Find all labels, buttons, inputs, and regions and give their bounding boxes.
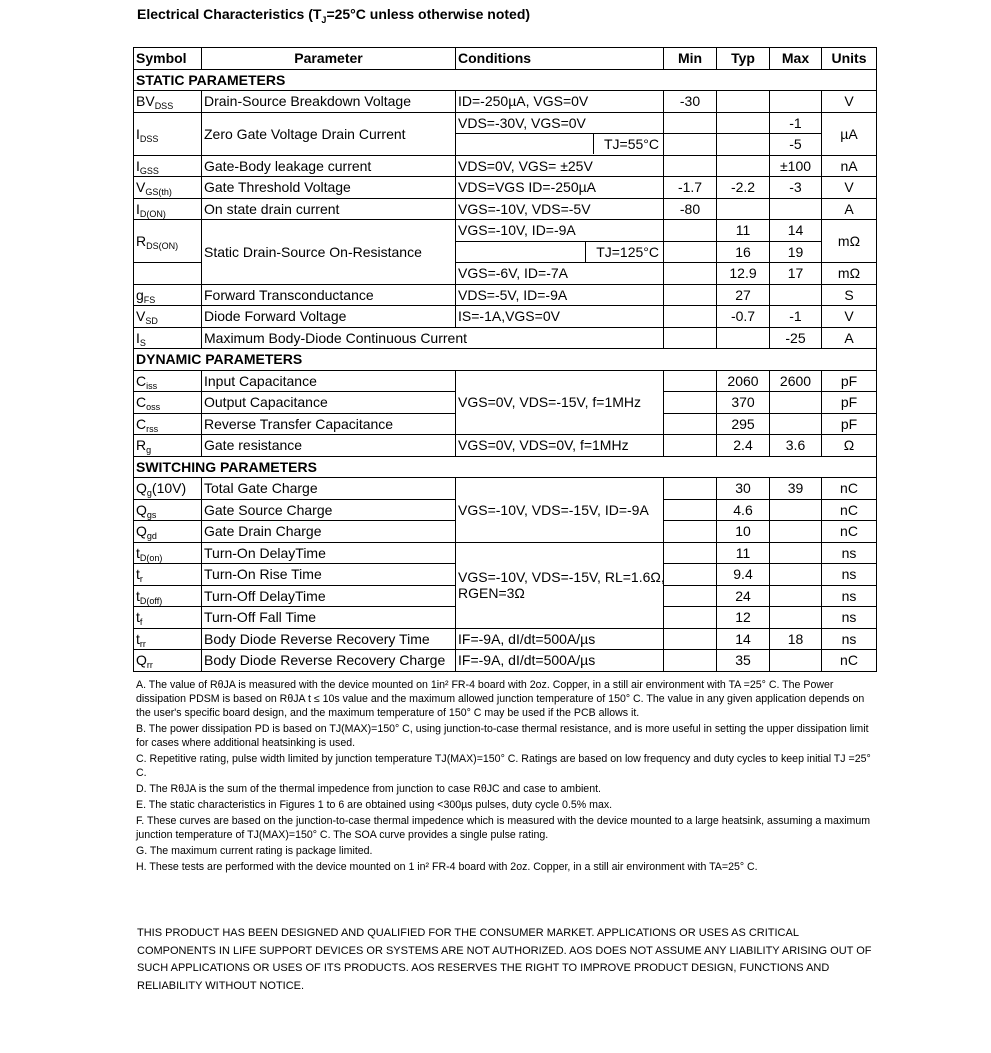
electrical-characteristics-table xyxy=(133,47,877,672)
min-cell xyxy=(664,650,717,672)
note-d: D. The RθJA is the sum of the thermal impedence from junction to case RθJC and case to ambient. xyxy=(136,783,601,795)
typ-cell: 11 xyxy=(717,542,770,564)
section-switching: SWITCHING PARAMETERS xyxy=(134,456,877,478)
units-cell: pF xyxy=(822,413,877,435)
min-cell xyxy=(664,628,717,650)
min-cell xyxy=(664,607,717,629)
symbol-cell: $g_{FS}$ xyxy=(134,284,202,306)
units-cell: nA xyxy=(822,155,877,177)
symbol-cell xyxy=(134,263,202,285)
parameter-cell: Drain-Source Breakdown Voltage xyxy=(202,91,456,113)
units-cell: Ω xyxy=(822,435,877,457)
conditions-cell: ID=-250µA, VGS=0V xyxy=(456,91,664,113)
parameter-cell: Gate Drain Charge xyxy=(202,521,456,543)
note-f: F. These curves are based on the junction-to-case thermal impedence which is measured with the device mounted to a large heatsink, assuming a maximum junction temperature of TJ(MAX)=150° C. The SOA curve provides a single pulse rating. xyxy=(136,815,871,841)
symbol-cell: $Q_{rr}$ xyxy=(134,650,202,672)
min-cell xyxy=(664,542,717,564)
symbol-cell: $Q_g(10V)$ xyxy=(134,478,202,500)
max-cell: -3 xyxy=(770,177,822,199)
typ-cell: 12.9 xyxy=(717,263,770,285)
table-row xyxy=(134,478,877,500)
max-cell: 3.6 xyxy=(770,435,822,457)
min-cell xyxy=(664,241,717,263)
conditions-cell: IF=-9A, dI/dt=500A/µs xyxy=(456,650,664,672)
parameter-cell: Body Diode Reverse Recovery Charge xyxy=(202,650,456,672)
header-min: Min xyxy=(664,48,717,70)
header-typ: Typ xyxy=(717,48,770,70)
symbol-cell: $C_{iss}$ xyxy=(134,370,202,392)
table-row xyxy=(134,306,877,328)
symbol-cell: $BV_{DSS}$ xyxy=(134,91,202,113)
max-cell xyxy=(770,392,822,414)
parameter-cell: Total Gate Charge xyxy=(202,478,456,500)
page-title: Electrical Characteristics ($T_J=25^\circ C$ unless otherwise noted) xyxy=(137,6,531,25)
header-parameter: Parameter xyxy=(202,48,456,70)
parameter-cell: Input Capacitance xyxy=(202,370,456,392)
max-cell: 19 xyxy=(770,241,822,263)
conditions-cell: IF=-9A, dI/dt=500A/µs xyxy=(456,628,664,650)
table-row xyxy=(134,327,877,349)
table-row xyxy=(134,198,877,220)
table-row xyxy=(134,177,877,199)
units-cell: nC xyxy=(822,521,877,543)
max-cell: 2600 xyxy=(770,370,822,392)
note-g: G. The maximum current rating is package limited. xyxy=(136,845,373,857)
symbol-cell: $Q_{gd}$ xyxy=(134,521,202,543)
table-row xyxy=(134,628,877,650)
parameter-cell: Diode Forward Voltage xyxy=(202,306,456,328)
max-cell xyxy=(770,564,822,586)
table-row xyxy=(134,220,877,242)
tj-condition: TJ=125°C xyxy=(585,242,663,262)
parameter-cell: Body Diode Reverse Recovery Time xyxy=(202,628,456,650)
note-c: C. Repetitive rating, pulse width limited by junction temperature TJ(MAX)=150° C. Ratings are based on low frequency and duty cycles to keep initial TJ =25° C. xyxy=(136,753,871,779)
conditions-cell xyxy=(456,134,664,156)
conditions-cell: VGS=0V, VDS=0V, f=1MHz xyxy=(456,435,664,457)
parameter-cell: On state drain current xyxy=(202,198,456,220)
units-cell: mΩ xyxy=(822,263,877,285)
typ-cell: -0.7 xyxy=(717,306,770,328)
max-cell xyxy=(770,585,822,607)
min-cell xyxy=(664,263,717,285)
min-cell xyxy=(664,155,717,177)
min-cell xyxy=(664,435,717,457)
max-cell: -25 xyxy=(770,327,822,349)
min-cell: -30 xyxy=(664,91,717,113)
max-cell: 18 xyxy=(770,628,822,650)
parameter-cell: Reverse Transfer Capacitance xyxy=(202,413,456,435)
min-cell xyxy=(664,564,717,586)
parameter-cell: Maximum Body-Diode Continuous Current xyxy=(202,327,664,349)
symbol-cell: $t_{D(off)}$ xyxy=(134,585,202,607)
table-row xyxy=(134,284,877,306)
min-cell xyxy=(664,478,717,500)
tj-condition: TJ=55°C xyxy=(593,134,663,154)
typ-cell xyxy=(717,155,770,177)
min-cell: -1.7 xyxy=(664,177,717,199)
symbol-cell: $I_{DSS}$ xyxy=(134,112,202,155)
typ-cell: 2060 xyxy=(717,370,770,392)
parameter-cell: Gate resistance xyxy=(202,435,456,457)
units-cell: pF xyxy=(822,392,877,414)
max-cell xyxy=(770,413,822,435)
max-cell: -5 xyxy=(770,134,822,156)
conditions-cell: VGS=-10V, VDS=-15V, ID=-9A xyxy=(456,478,664,543)
conditions-cell: VGS=-10V, VDS=-5V xyxy=(456,198,664,220)
typ-cell: 35 xyxy=(717,650,770,672)
units-cell: A xyxy=(822,198,877,220)
typ-cell xyxy=(717,198,770,220)
units-cell: ns xyxy=(822,607,877,629)
note-b: B. The power dissipation PD is based on TJ(MAX)=150° C, using junction-to-case thermal resistance, and is more useful in setting the upper dissipation limit for cases where additional heatsinking is used. xyxy=(136,723,869,749)
typ-cell: 27 xyxy=(717,284,770,306)
symbol-cell: $t_r$ xyxy=(134,564,202,586)
min-cell xyxy=(664,499,717,521)
max-cell: -1 xyxy=(770,112,822,134)
typ-cell: -2.2 xyxy=(717,177,770,199)
units-cell: µA xyxy=(822,112,877,155)
section-static: STATIC PARAMETERS xyxy=(134,69,877,91)
units-cell: S xyxy=(822,284,877,306)
conditions-cell: VDS=0V, VGS= ±25V xyxy=(456,155,664,177)
typ-cell: 12 xyxy=(717,607,770,629)
parameter-cell: Zero Gate Voltage Drain Current xyxy=(202,112,456,155)
units-cell: A xyxy=(822,327,877,349)
typ-cell: 10 xyxy=(717,521,770,543)
units-cell: V xyxy=(822,177,877,199)
typ-cell: 16 xyxy=(717,241,770,263)
conditions-cell: VDS=-5V, ID=-9A xyxy=(456,284,664,306)
section-dynamic: DYNAMIC PARAMETERS xyxy=(134,349,877,371)
symbol-cell: $R_g$ xyxy=(134,435,202,457)
typ-cell: 295 xyxy=(717,413,770,435)
table-row xyxy=(134,370,877,392)
header-symbol: Symbol xyxy=(134,48,202,70)
parameter-cell: Gate Threshold Voltage xyxy=(202,177,456,199)
table-row xyxy=(134,155,877,177)
max-cell xyxy=(770,91,822,113)
min-cell xyxy=(664,284,717,306)
units-cell: nC xyxy=(822,478,877,500)
footnotes xyxy=(136,678,881,876)
conditions-cell: VGS=0V, VDS=-15V, f=1MHz xyxy=(456,370,664,435)
parameter-cell: Forward Transconductance xyxy=(202,284,456,306)
min-cell xyxy=(664,413,717,435)
table-row xyxy=(134,435,877,457)
typ-cell: 2.4 xyxy=(717,435,770,457)
units-cell: ns xyxy=(822,542,877,564)
header-row xyxy=(134,48,877,70)
conditions-cell: VDS=VGS ID=-250µA xyxy=(456,177,664,199)
max-cell: 14 xyxy=(770,220,822,242)
units-cell: V xyxy=(822,306,877,328)
symbol-cell: $I_{D(ON)}$ xyxy=(134,198,202,220)
max-cell xyxy=(770,650,822,672)
units-cell: ns xyxy=(822,564,877,586)
min-cell xyxy=(664,112,717,134)
max-cell xyxy=(770,521,822,543)
min-cell xyxy=(664,327,717,349)
symbol-cell: $I_S$ xyxy=(134,327,202,349)
typ-cell xyxy=(717,112,770,134)
symbol-cell: $t_{rr}$ xyxy=(134,628,202,650)
symbol-cell: $t_{D(on)}$ xyxy=(134,542,202,564)
conditions-cell: VDS=-30V, VGS=0V xyxy=(456,112,664,134)
typ-cell: 14 xyxy=(717,628,770,650)
conditions-cell: VGS=-10V, ID=-9A xyxy=(456,220,664,242)
parameter-cell: Turn-Off Fall Time xyxy=(202,607,456,629)
symbol-cell: $t_f$ xyxy=(134,607,202,629)
min-cell: -80 xyxy=(664,198,717,220)
typ-cell: 24 xyxy=(717,585,770,607)
min-cell xyxy=(664,521,717,543)
units-cell: ns xyxy=(822,628,877,650)
max-cell: 39 xyxy=(770,478,822,500)
parameter-cell: Turn-On Rise Time xyxy=(202,564,456,586)
parameter-cell: Turn-Off DelayTime xyxy=(202,585,456,607)
min-cell xyxy=(664,134,717,156)
conditions-cell: VGS=-6V, ID=-7A xyxy=(456,263,664,285)
parameter-cell: Gate-Body leakage current xyxy=(202,155,456,177)
min-cell xyxy=(664,306,717,328)
typ-cell: 11 xyxy=(717,220,770,242)
table-row xyxy=(134,91,877,113)
conditions-cell: VGS=-10V, VDS=-15V, RL=1.6Ω, RGEN=3Ω xyxy=(456,542,664,628)
parameter-cell: Gate Source Charge xyxy=(202,499,456,521)
symbol-cell: $C_{rss}$ xyxy=(134,413,202,435)
typ-cell xyxy=(717,134,770,156)
units-cell: V xyxy=(822,91,877,113)
parameter-cell: Output Capacitance xyxy=(202,392,456,414)
typ-cell xyxy=(717,327,770,349)
header-conditions: Conditions xyxy=(456,48,664,70)
note-h: H. These tests are performed with the device mounted on 1 in² FR-4 board with 2oz. Copper, in a still air environment with TA=25° C. xyxy=(136,861,758,873)
max-cell xyxy=(770,284,822,306)
max-cell xyxy=(770,499,822,521)
header-max: Max xyxy=(770,48,822,70)
typ-cell: 4.6 xyxy=(717,499,770,521)
conditions-cell xyxy=(456,241,664,263)
disclaimer: THIS PRODUCT HAS BEEN DESIGNED AND QUALIFIED FOR THE CONSUMER MARKET. APPLICATIONS OR USES AS CRITICAL COMPONENTS IN LIFE SUPPORT DEVICES OR SYSTEMS ARE NOT AUTHORIZED. AOS DOES NOT ASSUME ANY LIABILITY ARISING OUT OF SUCH APPLICATIONS OR USES OF ITS PRODUCTS. AOS RESERVES THE RIGHT TO IMPROVE PRODUCT DESIGN, FUNCTIONS AND RELIABILITY WITHOUT NOTICE. xyxy=(137,927,872,992)
max-cell xyxy=(770,198,822,220)
symbol-cell: $C_{oss}$ xyxy=(134,392,202,414)
note-a: A. The value of RθJA is measured with the device mounted on 1in² FR-4 board with 2oz. Copper, in a still air environment with TA =25° C. The Power dissipation PDSM is based on RθJA t ≤ 10s value and the maximum allowed junction temperature of 150° C. The value in any given application depends on the user's specific board design, and the maximum temperature of 150° C may be used if the PCB allows it. xyxy=(136,679,865,719)
units-cell: mΩ xyxy=(822,220,877,263)
min-cell xyxy=(664,392,717,414)
units-cell: nC xyxy=(822,650,877,672)
units-cell: nC xyxy=(822,499,877,521)
symbol-cell: $I_{GSS}$ xyxy=(134,155,202,177)
max-cell xyxy=(770,542,822,564)
max-cell xyxy=(770,607,822,629)
table-row xyxy=(134,542,877,564)
min-cell xyxy=(664,370,717,392)
max-cell: 17 xyxy=(770,263,822,285)
table-row xyxy=(134,650,877,672)
conditions-cell: IS=-1A,VGS=0V xyxy=(456,306,664,328)
symbol-cell: $Q_{gs}$ xyxy=(134,499,202,521)
typ-cell: 9.4 xyxy=(717,564,770,586)
typ-cell xyxy=(717,91,770,113)
parameter-cell: Static Drain-Source On-Resistance xyxy=(202,220,456,285)
header-units: Units xyxy=(822,48,877,70)
units-cell: pF xyxy=(822,370,877,392)
note-e: E. The static characteristics in Figures 1 to 6 are obtained using <300µs pulses, duty cycle 0.5% max. xyxy=(136,799,613,811)
table-row xyxy=(134,112,877,134)
parameter-cell: Turn-On DelayTime xyxy=(202,542,456,564)
min-cell xyxy=(664,220,717,242)
units-cell: ns xyxy=(822,585,877,607)
symbol-cell: $V_{GS(th)}$ xyxy=(134,177,202,199)
symbol-cell: $R_{DS(ON)}$ xyxy=(134,220,202,263)
max-cell: -1 xyxy=(770,306,822,328)
max-cell: ±100 xyxy=(770,155,822,177)
typ-cell: 30 xyxy=(717,478,770,500)
min-cell xyxy=(664,585,717,607)
typ-cell: 370 xyxy=(717,392,770,414)
symbol-cell: $V_{SD}$ xyxy=(134,306,202,328)
